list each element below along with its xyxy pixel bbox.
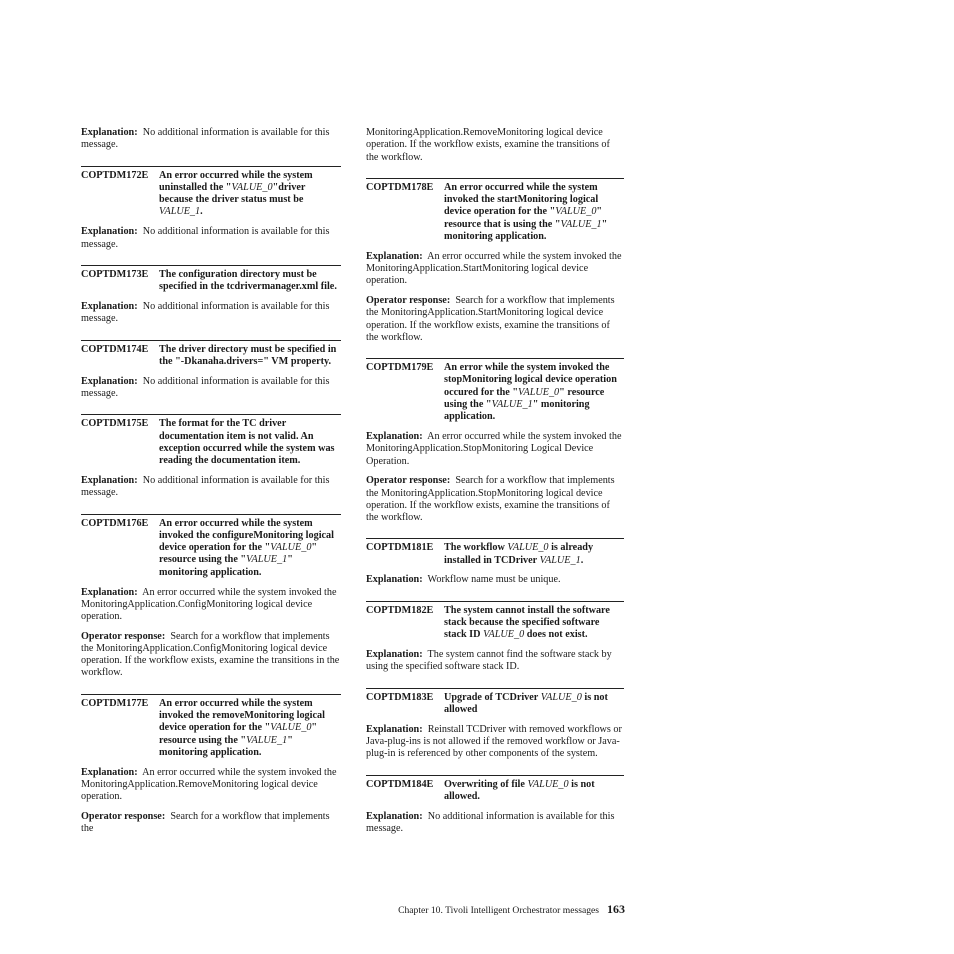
explanation: Explanation: No additional information is available for this message.: [81, 375, 330, 399]
explanation: Explanation: The system cannot find the software stack by using the specified software stack ID.: [366, 649, 612, 673]
intro-explanation: Explanation: No additional information is available for this message.: [81, 127, 330, 151]
message-header-177: [81, 698, 341, 759]
message-title: An error occurred while the system invoked the configureMonitoring logical device operation for the "VALUE_0" resource using the "VALUE_1" monitoring application.: [159, 517, 334, 578]
message-id: COPTDM179E: [366, 362, 434, 374]
message-title: An error occurred while the system invoked the removeMonitoring logical device operation for the "VALUE_0" resource using the "VALUE_1" monitoring application.: [159, 697, 325, 758]
explanation: Explanation: An error occurred while the system invoked the MonitoringApplication.StopMonitoring Logical Device Operation.: [366, 431, 622, 467]
operator-response: Operator response: Search for a workflow that implements the: [81, 810, 330, 835]
message-id: COPTDM176E: [81, 517, 149, 529]
message-header-174: [81, 344, 341, 369]
message-header-172: [81, 170, 341, 219]
message-id: COPTDM174E: [81, 343, 149, 355]
explanation: Explanation: Reinstall TCDriver with removed workflows or Java-plug-ins is not allowed if the removed workflow or Java-plug-in is referenced by other components of the system.: [366, 723, 622, 760]
divider: [81, 514, 341, 515]
operator-response: Operator response: Search for a workflow that implements the MonitoringApplication.StopMonitoring logical device operation. If the workflow exists, examine the transitions of the workflow.: [366, 475, 615, 524]
explanation: Explanation: No additional information is available for this message.: [81, 226, 330, 250]
message-header-178: [366, 182, 624, 243]
left-column: [81, 127, 341, 843]
message-header-176: [81, 518, 341, 579]
page-footer: [381, 902, 625, 917]
divider: [366, 178, 624, 179]
explanation: Explanation: No additional information is available for this message.: [81, 474, 330, 499]
message-header-183: [366, 692, 624, 717]
message-id: COPTDM177E: [81, 697, 149, 709]
message-header-179: [366, 362, 624, 423]
message-header-173: [81, 269, 341, 294]
message-title: An error occurred while the system uninstalled the "VALUE_0"driver because the driver status must be VALUE_1.: [159, 169, 313, 218]
operator-response: Operator response: Search for a workflow that implements the MonitoringApplication.ConfigMonitoring logical device operation. If the workflow exists, examine the transitions in the workflow.: [81, 630, 340, 679]
page-number: 163: [607, 902, 625, 916]
divider: [81, 694, 341, 695]
message-id: COPTDM184E: [366, 778, 434, 790]
message-id: COPTDM173E: [81, 268, 149, 280]
explanation: Explanation: An error occurred while the system invoked the MonitoringApplication.ConfigMonitoring logical device operation.: [81, 586, 337, 623]
explanation: Explanation: An error occurred while the system invoked the MonitoringApplication.StartMonitoring logical device operation.: [366, 250, 622, 287]
operator-response: Operator response: Search for a workflow that implements the MonitoringApplication.StartMonitoring logical device operation. If the workflow exists, examine the transitions of the workflow.: [366, 294, 615, 343]
message-id: COPTDM175E: [81, 418, 149, 430]
message-header-182: [366, 605, 624, 642]
message-title: Upgrade of TCDriver VALUE_0 is not allowed: [444, 691, 608, 716]
message-title: An error while the system invoked the stopMonitoring logical device operation occured for the "VALUE_0" resource using the "VALUE_1" monitoring application.: [444, 362, 617, 423]
message-id: COPTDM182E: [366, 604, 434, 616]
message-title: The format for the TC driver documentation item is not valid. An exception occurred while the system was reading the documentation item.: [159, 418, 335, 467]
message-header-175: [81, 418, 341, 467]
divider: [366, 775, 624, 776]
message-id: COPTDM183E: [366, 691, 434, 703]
explanation: Explanation: Workflow name must be unique.: [366, 574, 561, 586]
message-title: The configuration directory must be specified in the tcdrivermanager.xml file.: [159, 268, 337, 293]
chapter-title: Chapter 10. Tivoli Intelligent Orchestrator messages: [398, 905, 599, 916]
explanation: Explanation: An error occurred while the system invoked the MonitoringApplication.RemoveMonitoring logical device operation.: [81, 766, 337, 803]
explanation: Explanation: No additional information is available for this message.: [366, 810, 615, 835]
divider: [366, 601, 624, 602]
message-header-184: [366, 779, 624, 804]
message-title: An error occurred while the system invoked the startMonitoring logical device operation for the "VALUE_0" resource that is using the "VALUE_1" monitoring application.: [444, 181, 608, 243]
divider: [366, 358, 624, 359]
message-title: Overwriting of file VALUE_0 is not allowed.: [444, 778, 595, 803]
divider: [81, 340, 341, 341]
right-column: [366, 127, 624, 843]
message-id: COPTDM172E: [81, 169, 149, 181]
message-header-181: [366, 542, 624, 567]
divider: [81, 414, 341, 415]
divider: [81, 265, 341, 266]
divider: [366, 688, 624, 689]
message-title: The driver directory must be specified in the "-Dkanaha.drivers=" VM property.: [159, 343, 337, 367]
message-id: COPTDM181E: [366, 542, 434, 554]
message-title: The system cannot install the software stack because the specified software stack ID VALUE_0 does not exist.: [444, 604, 610, 641]
divider: [366, 538, 624, 539]
explanation: Explanation: No additional information is available for this message.: [81, 300, 330, 325]
message-id: COPTDM178E: [366, 181, 434, 193]
message-title: The workflow VALUE_0 is already installed in TCDriver VALUE_1.: [444, 542, 594, 566]
continued-text: MonitoringApplication.RemoveMonitoring logical device operation. If the workflow exists, examine the transitions of the workflow.: [366, 127, 610, 163]
divider: [81, 166, 341, 167]
